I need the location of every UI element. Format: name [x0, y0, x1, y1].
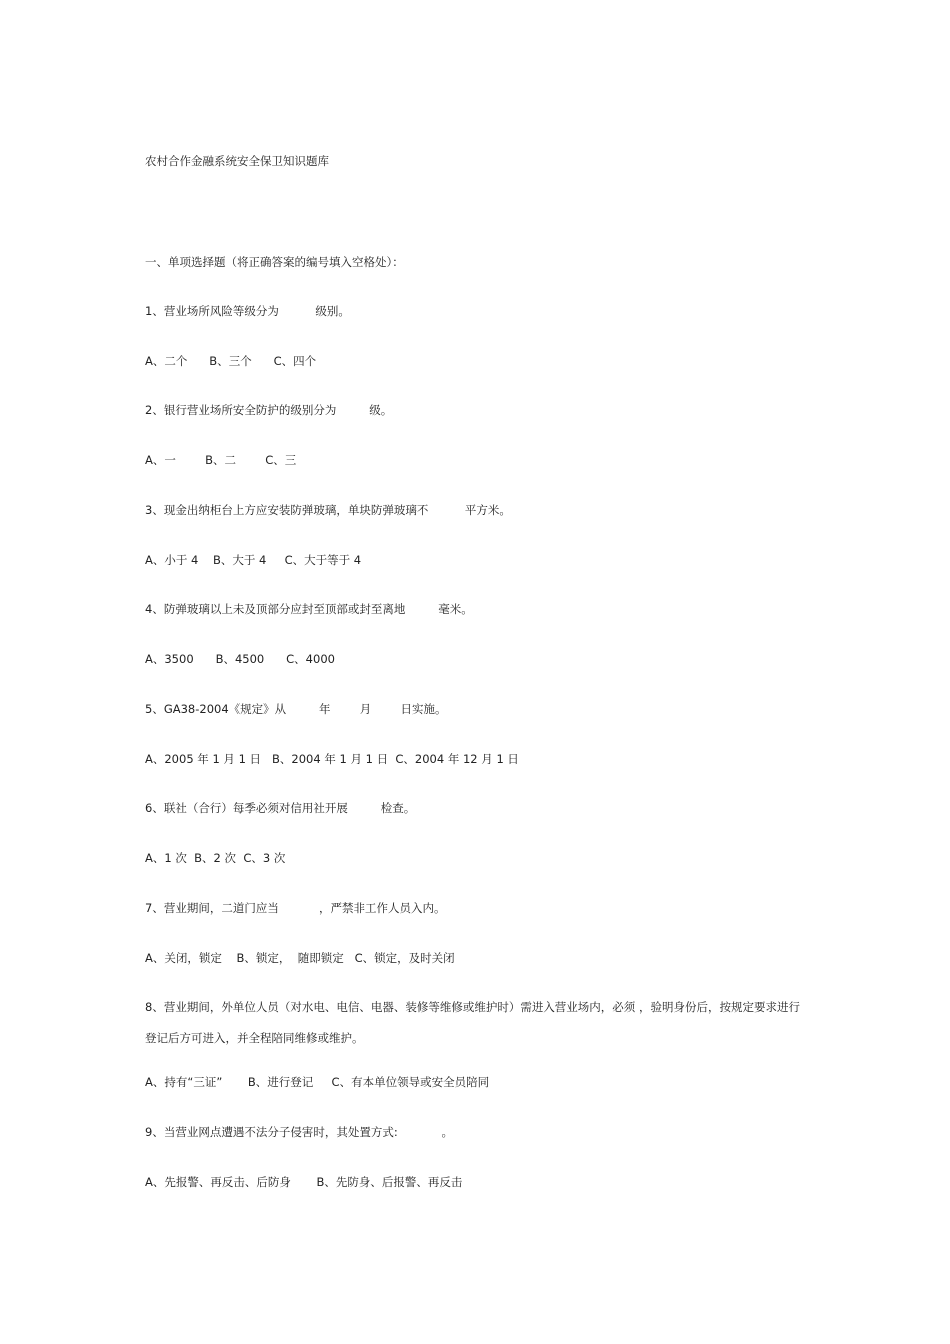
question-6-options: A、1 次 B、2 次 C、3 次 — [145, 851, 286, 865]
question-1: 1、营业场所风险等级分为 级别。 — [145, 304, 350, 318]
question-9-options: A、先报警、再反击、后防身 B、先防身、后报警、再反击 — [145, 1175, 463, 1189]
question-5: 5、GA38-2004《规定》从 年 月 日实施。 — [145, 702, 447, 716]
question-3-options: A、小于 4 B、大于 4 C、大于等于 4 — [145, 553, 362, 567]
question-4-options: A、3500 B、4500 C、4000 — [145, 652, 335, 666]
question-9: 9、当营业网点遭遇不法分子侵害时，其处置方式: 。 — [145, 1125, 454, 1139]
question-7-options: A、关闭，锁定 B、锁定， 随即锁定 C、锁定，及时关闭 — [145, 951, 455, 965]
question-6: 6、联社（合行）每季必须对信用社开展 检查。 — [145, 801, 416, 815]
question-2-options: A、一 B、二 C、三 — [145, 453, 297, 467]
question-1-options: A、二个 B、三个 C、四个 — [145, 354, 317, 368]
question-3: 3、现金出纳柜台上方应安装防弹玻璃，单块防弹玻璃不 平方米。 — [145, 503, 511, 517]
question-8: 8、营业期间，外单位人员（对水电、电信、电器、装修等维修或维护时）需进入营业场内，必须 ，验明身份后，按规定要求进行登记后方可进入，并全程陪同维修或维护。 — [145, 1000, 800, 1045]
question-8-options: A、持有“三证” B、进行登记 C、有本单位领导或安全员陪同 — [145, 1075, 490, 1089]
document-title: 农村合作金融系统安全保卫知识题库 — [145, 154, 329, 168]
question-7: 7、营业期间，二道门应当 ，严禁非工作人员入内。 — [145, 901, 446, 915]
question-2: 2、银行营业场所安全防护的级别分为 级。 — [145, 403, 393, 417]
section-heading: 一、单项选择题（将正确答案的编号填入空格处）： — [145, 255, 404, 269]
question-5-options: A、2005 年 1 月 1 日 B、2004 年 1 月 1 日 C、2004 年 12 月 1 日 — [145, 752, 519, 766]
question-4: 4、防弹玻璃以上未及顶部分应封至顶部或封至离地 毫米。 — [145, 602, 473, 616]
